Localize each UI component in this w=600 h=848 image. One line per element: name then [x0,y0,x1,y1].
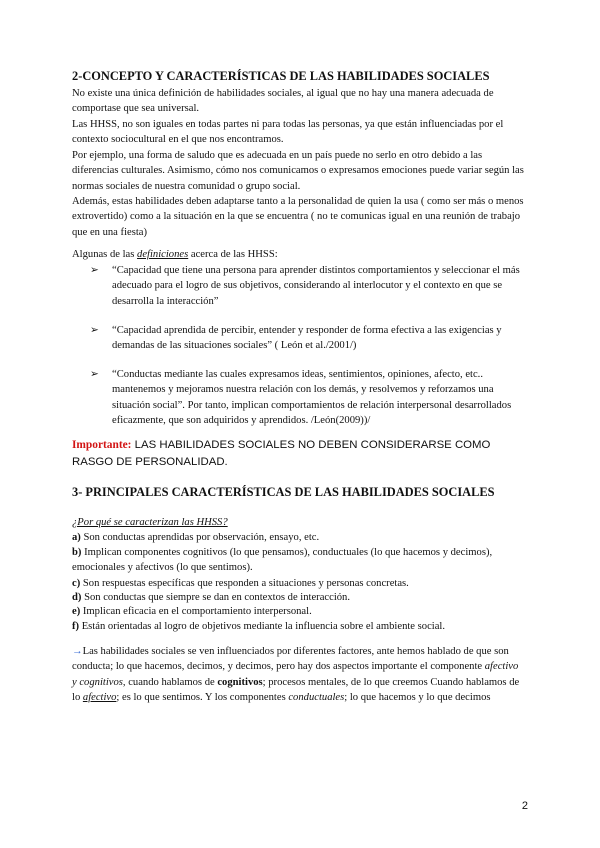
definition-text: “Capacidad que tiene una persona para aprender distintos comportamientos y seleccionar el más adecuado para el logro de sus objetivos, considerando al interlocutor y el contexto en que se desarrolla la interacción” [112,265,520,307]
final-paragraph: →Las habilidades sociales se ven influenciados por diferentes factores, ante hemos hablado de que son conducta; lo que hacemos, decimos, y decimos, pero hay dos aspectos importante el componente afectivo y cognitivos, cuando hablamos de cognitivos; procesos mentales, de lo que creemos Cuando hablamos de lo afectivo; es lo que sentimos. Y los componentes conductuales; lo que hacemos y lo que decimos [72,646,520,704]
section-3-question: ¿Por qué se caracterizan las HHSS? [72,517,228,528]
important-label: Importante: [72,439,132,451]
definition-text: “Conductas mediante las cuales expresamos ideas, sentimientos, opiniones, afecto, etc.. mantenemos y mejoramos nuestra relación con los demás, y resolvemos y reforzamos una situación social”. Por tanto, implican comportamientos de relación interpersonal desarrollados eficazmente, que son adquiridos y aprendidos. /León(2009))/ [112,369,512,427]
arrow-bullet-icon: ➢ [90,369,99,380]
important-note: Importante: LAS HABILIDADES SOCIALES NO DEBEN CONSIDERARSE COMO RASGO DE PERSONALIDAD. [72,439,491,468]
section-3-title: 3- PRINCIPALES CARACTERÍSTICAS DE LAS HABILIDADES SOCIALES [72,485,495,499]
paragraph-4: Además, estas habilidades deben adaptarse tanto a la personalidad de quien la usa ( como ser más o menos extrovertido) como a la situación en la que se encuentra ( no te comunicas igual en una reunión de trabajo que en una fiesta) [72,196,524,238]
definitions-intro: Algunas de las definiciones acerca de las HHSS: [72,249,278,260]
definition-text: “Capacidad aprendida de percibir, entender y responder de forma efectiva a las exigencias y demandas de las situaciones sociales” ( León et al./2001/) [112,325,502,352]
definition-bullet [90,263,524,309]
characteristic-item: d) Son conductas que siempre se dan en contextos de interacción. [72,592,351,603]
characteristic-item: f) Están orientadas al logro de objetivos mediante la influencia sobre el ambiente social. [72,621,446,632]
paragraph-3: Por ejemplo, una forma de saludo que es adecuada en un país puede no serlo en otro debido a las diferencias culturales. Asimismo, cómo nos comunicamos o expresamos emociones puede variar según las normas sociales de nuestra comunidad o grupo social. [72,150,524,192]
page-number: 2 [521,800,528,812]
characteristic-item: c) Son respuestas específicas que responden a situaciones y personas concretas. [72,578,409,589]
paragraph-2: Las HHSS, no son iguales en todas partes ni para todas las personas, ya que están influenciadas por el contexto sociocultural en el que nos encontramos. [72,119,504,146]
characteristic-item: e) Implican eficacia en el comportamiento interpersonal. [72,606,312,617]
characteristic-item: a) Son conductas aprendidas por observación, ensayo, etc. [72,532,320,543]
right-arrow-icon: → [72,646,83,657]
definitions-link: definiciones [137,249,189,260]
arrow-bullet-icon: ➢ [90,265,99,276]
definition-bullet [90,323,524,354]
paragraph-1: No existe una única definición de habilidades sociales, al igual que no hay una manera adecuada de comportase que sea universal. [72,88,494,115]
definition-bullet [90,367,524,429]
arrow-bullet-icon: ➢ [90,325,99,336]
characteristic-item: b) Implican componentes cognitivos (lo que pensamos), conductuales (lo que hacemos y decimos), emocionales y afectivos (lo que sentimos). [72,547,493,574]
section-2-title: 2-CONCEPTO Y CARACTERÍSTICAS DE LAS HABILIDADES SOCIALES [72,69,490,83]
